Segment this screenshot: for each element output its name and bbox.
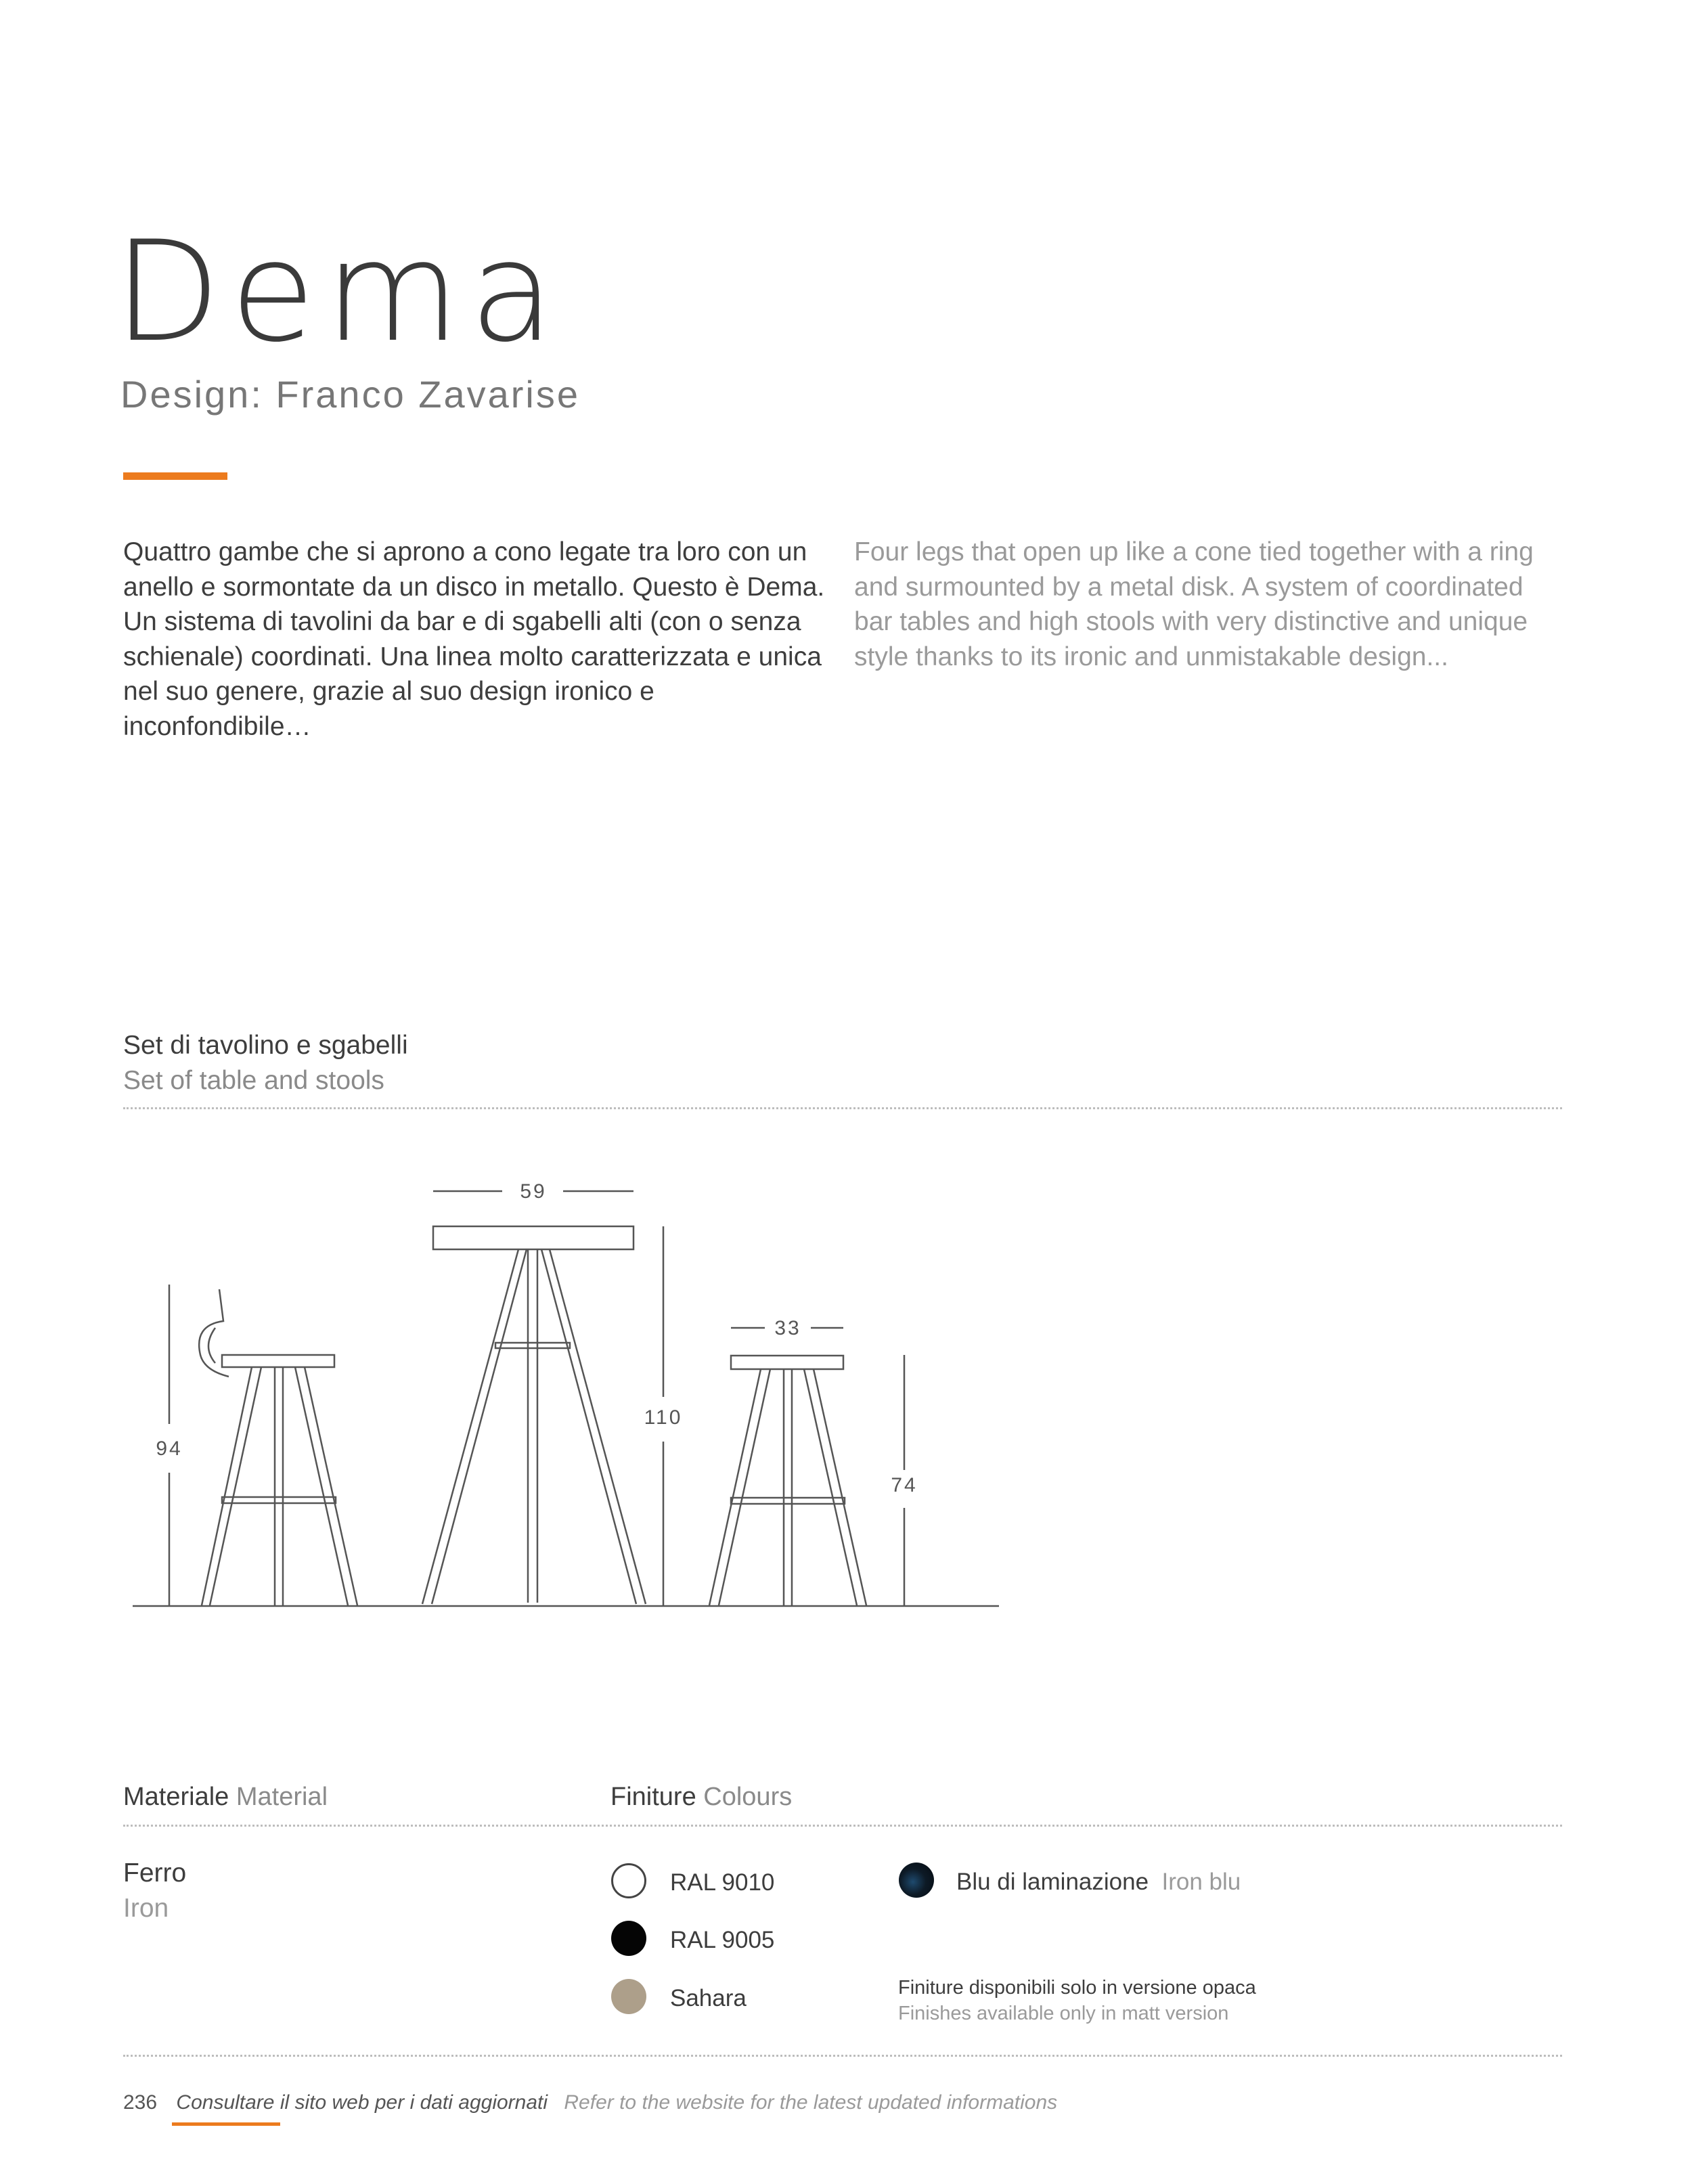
- swatch-iron-blue: [899, 1863, 934, 1898]
- dim-stool-width: 33: [774, 1317, 801, 1339]
- dim-stool-height: 74: [891, 1474, 918, 1496]
- material-value-english: Iron: [123, 1894, 169, 1923]
- technical-drawing: [0, 1151, 1083, 1638]
- stool-drawing: [709, 1356, 866, 1605]
- swatch-label-iron-blue-english: Iron blu: [1161, 1869, 1241, 1895]
- table-drawing: [422, 1226, 646, 1604]
- material-heading-italian: Materiale: [123, 1783, 229, 1811]
- intro-english: Four legs that open up like a cone tied together with a ring and surmounted by a metal disk. A system of coordinated bar tables and high stools with very distinctive and unique style thanks to its ironic and unmistakable design...: [854, 537, 1534, 671]
- colours-heading-english: Colours: [703, 1783, 793, 1811]
- section-divider-specs: [123, 1825, 1562, 1827]
- material-heading-english: Material: [236, 1783, 328, 1811]
- dim-table-width: 59: [520, 1180, 547, 1203]
- accent-divider: [123, 472, 227, 480]
- dim-table-height: 110: [644, 1406, 683, 1429]
- footer-text-italian: Consultare il sito web per i dati aggiornati: [176, 2091, 548, 2114]
- finish-note-english: Finishes available only in matt version: [898, 2003, 1229, 2024]
- section-divider-footer: [123, 2055, 1562, 2057]
- swatch-sahara: [611, 1979, 646, 2014]
- finish-note-italian: Finiture disponibili solo in versione opaca: [898, 1977, 1256, 1999]
- footer-text-english: Refer to the website for the latest updated informations: [564, 2091, 1058, 2114]
- swatch-label-ral-9010: RAL 9010: [670, 1869, 775, 1896]
- page-number: 236: [123, 2091, 158, 2114]
- swatch-ral-9010: [611, 1863, 646, 1898]
- page-footer: [123, 2091, 1057, 2114]
- stool-with-backrest-drawing: [199, 1289, 357, 1605]
- swatch-label-iron-blue-italian: Blu di laminazione: [956, 1869, 1149, 1895]
- footer-accent-bar: [172, 2122, 280, 2126]
- colours-heading: [610, 1783, 792, 1812]
- dim-stool-back-height: 94: [156, 1438, 183, 1460]
- product-title: Dema: [114, 212, 564, 373]
- swatch-label-ral-9005: RAL 9005: [670, 1927, 775, 1953]
- swatch-label-sahara: Sahara: [670, 1985, 747, 2011]
- section-divider-set: [123, 1107, 1562, 1109]
- swatch-ral-9005: [611, 1921, 646, 1956]
- material-value-italian: Ferro: [123, 1858, 187, 1888]
- intro-italian: Quattro gambe che si aprono a cono legate tra loro con un anello e sormontate da un disco in metallo. Questo è Dema. Un sistema di tavolini da bar e di sgabelli alti (con o senza schienale) coordinati. Una linea molto caratterizzata e unica nel suo genere, grazie al suo design ironico e inconfondibile…: [123, 537, 825, 741]
- set-title-italian: Set di tavolino e sgabelli: [123, 1031, 408, 1060]
- set-title-english: Set of table and stools: [123, 1066, 384, 1095]
- colours-heading-italian: Finiture: [610, 1783, 696, 1811]
- swatch-label-iron-blue: [956, 1869, 1241, 1896]
- material-heading: [123, 1783, 328, 1812]
- designer-credit: Design: Franco Zavarise: [120, 373, 581, 416]
